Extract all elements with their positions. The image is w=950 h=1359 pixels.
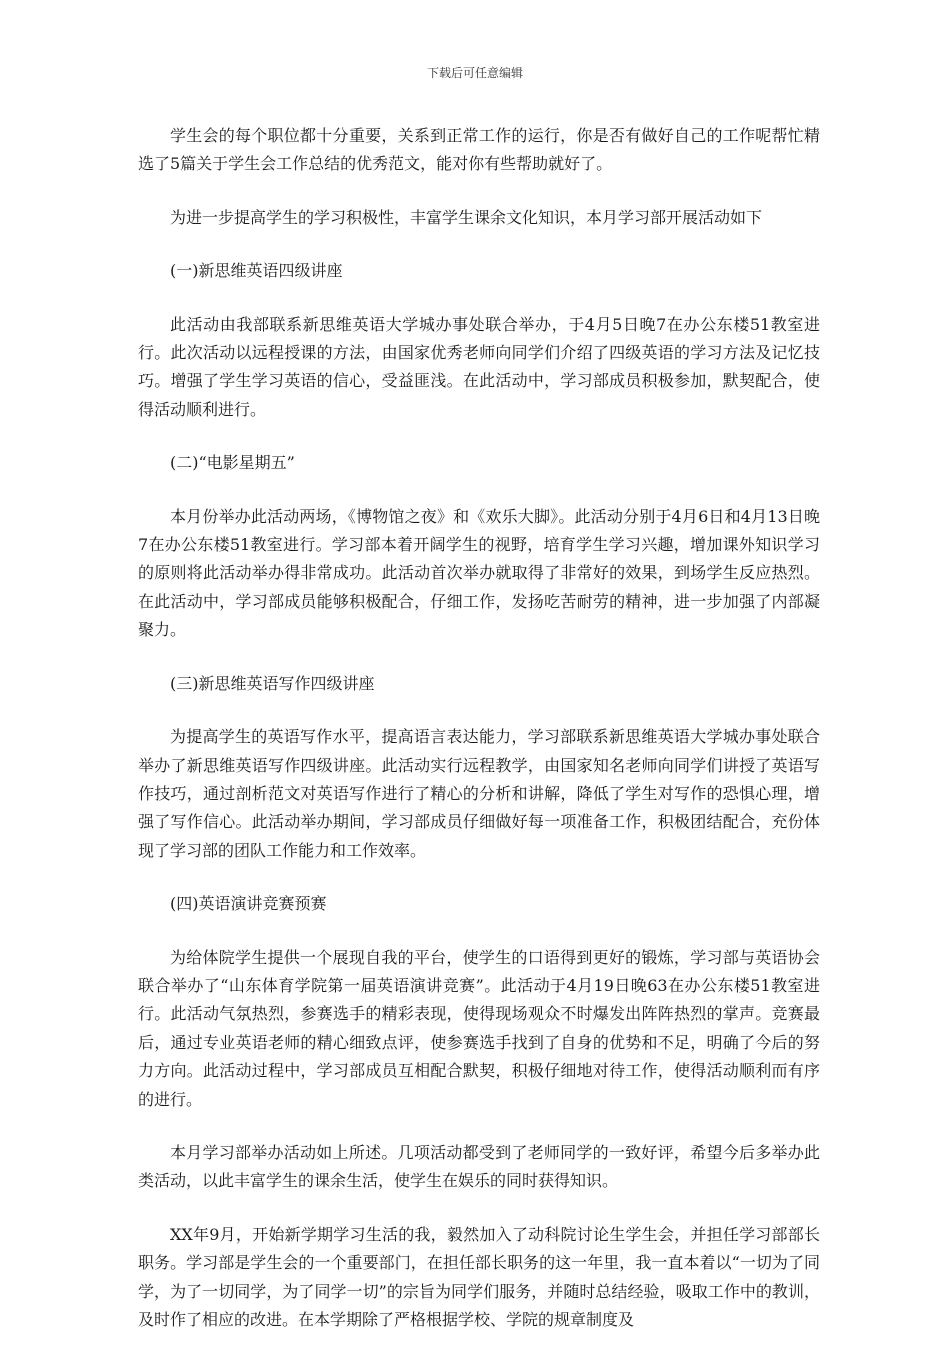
section-2-heading: (二)“电影星期五” bbox=[170, 453, 295, 473]
section-1-paragraph: 此活动由我部联系新思维英语大学城办事处联合举办，于4月5日晚7在办公东楼51教室进行。此次活动以远程授课的方法，由国家优秀老师向同学们介绍了四级英语的学习方法及记忆技巧。增强了学生学习英语的信心，受益匪浅。在此活动中，学习部成员积极参加，默契配合，使得活动顺利进行。 bbox=[138, 314, 820, 419]
section-2-paragraph: 本月份举办此活动两场，《博物馆之夜》和《欢乐大脚》。此活动分别于4月6日和4月13日晚7在办公东楼51教室进行。学习部本着开阔学生的视野，培育学生学习兴趣，增加课外知识学习的原则将此活动举办得非常成功。此活动首次举办就取得了非常好的效果，到场学生反应热烈。在此活动中，学习部成员能够积极配合，仔细工作，发扬吃苦耐劳的精神，进一步加强了内部凝聚力。 bbox=[138, 506, 820, 640]
intro-paragraph: 学生会的每个职位都十分重要，关系到正常工作的运行，你是否有做好自己的工作呢帮忙精选了5篇关于学生会工作总结的优秀范文，能对你有些帮助就好了。 bbox=[138, 126, 820, 174]
section-4-heading: (四)英语演讲竞赛预赛 bbox=[170, 894, 327, 914]
summary-paragraph: 本月学习部举办活动如上所述。几项活动都受到了老师同学的一致好评，希望今后多举办此类活动，以此丰富学生的课余生活，使学生在娱乐的同时获得知识。 bbox=[138, 1142, 820, 1191]
section-1-heading: (一)新思维英语四级讲座 bbox=[170, 261, 343, 281]
lead-paragraph: 为进一步提高学生的学习积极性，丰富学生课余文化知识，本月学习部开展活动如下 bbox=[170, 207, 763, 227]
section-3-heading: (三)新思维英语写作四级讲座 bbox=[170, 673, 375, 693]
section-4-paragraph: 为给体院学生提供一个展现自我的平台，使学生的口语得到更好的锻炼，学习部与英语协会联合举办了“山东体育学院第一届英语演讲竞赛”。此活动于4月19日晚63在办公东楼51教室进行。此活动气氛热烈，参赛选手的精彩表现，使得现场观众不时爆发出阵阵热烈的掌声。竞赛最后，通过专业英语老师的精心细致点评，使参赛选手找到了自身的优势和不足，明确了今后的努力方向。此活动过程中，学习部成员互相配合默契，积极仔细地对待工作，使得活动顺利而有序的进行。 bbox=[138, 947, 820, 1109]
page-header-note: 下载后可任意编辑 bbox=[426, 66, 523, 80]
section-3-paragraph: 为提高学生的英语写作水平，提高语言表达能力，学习部联系新思维英语大学城办事处联合举办了新思维英语写作四级讲座。此活动实行远程教学，由国家知名老师向同学们讲授了英语写作技巧，通过剖析范文对英语写作进行了精心的分析和讲解，降低了学生对写作的恐惧心理，增强了写作信心。此活动举办期间，学习部成员仔细做好每一项准备工作，积极团结配合，充份体现了学习部的团队工作能力和工作效率。 bbox=[138, 727, 820, 860]
closing-paragraph: XX年9月，开始新学期学习生活的我，毅然加入了动科院讨论生学生会，并担任学习部部长职务。学习部是学生会的一个重要部门，在担任部长职务的这一年里，我一直本着以“一切为了同学，为了一切同学，为了同学一切”的宗旨为同学们服务，并随时总结经验，吸取工作中的教训，及时作了相应的改进。在本学期除了严格根据学校、学院的规章制度及 bbox=[138, 1224, 820, 1329]
document-body bbox=[138, 122, 820, 1359]
